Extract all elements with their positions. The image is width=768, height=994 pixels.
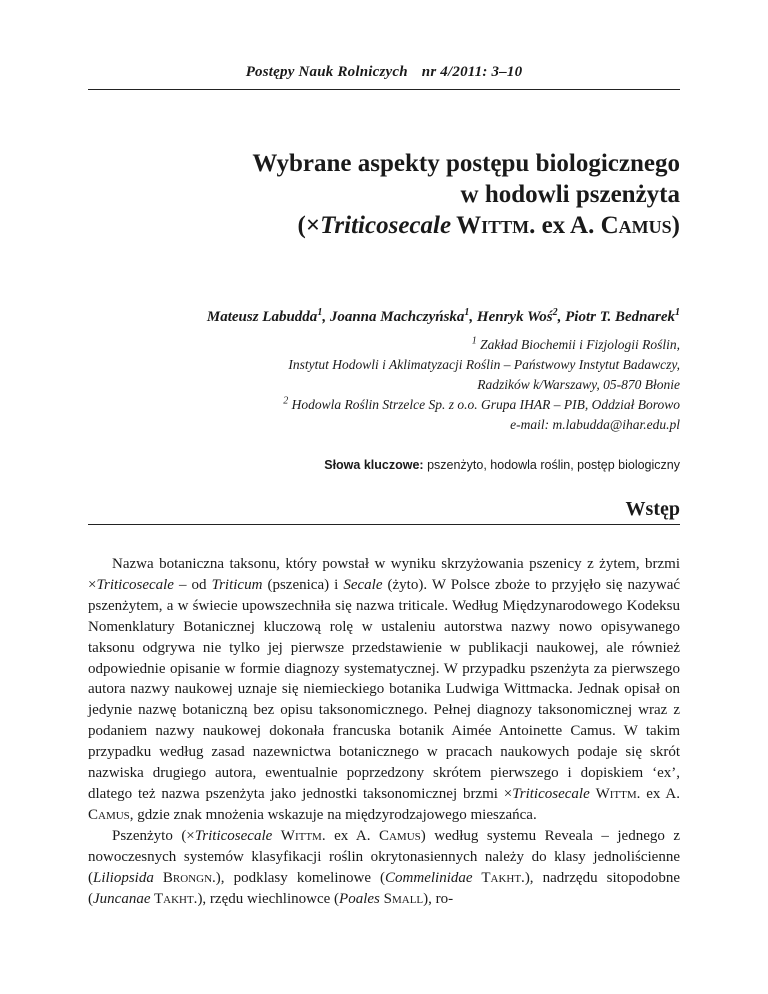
email-line[interactable]: e-mail: m.labudda@ihar.edu.pl (510, 417, 680, 432)
author-affil-mark: 1 (675, 307, 680, 318)
title-line-2: w hodowli pszenżyta (460, 181, 680, 208)
section-rule (88, 524, 680, 525)
text-run: ), rzędu wiechlinowce ( (197, 890, 340, 907)
text-run: , gdzie znak mnożenia wskazuje na międzyrodzajowego mieszańca. (129, 806, 537, 823)
header-rule (88, 89, 680, 90)
text-run: ), nadrzędu sitopodobne ( (88, 869, 680, 907)
title-genus: Triticosecale (320, 212, 452, 239)
text-run (272, 828, 281, 844)
taxon-name: Liliopsida (93, 869, 154, 886)
title-line-1: Wybrane aspekty postępu biologicznego (252, 150, 680, 177)
keywords-value: pszenżyto, hodowla roślin, postęp biologiczny (427, 458, 680, 472)
taxon-name: Triticosecale (96, 576, 174, 593)
text-run: ) według systemu Reveala – jednego z nowoczesnych systemów klasyfikacji roślin okrytonasiennych należy do klasy jednoliścienne ( (88, 827, 681, 886)
author-affil-mark: 2 (552, 307, 558, 318)
paragraph-2 (88, 826, 680, 910)
title-line-3 (88, 210, 680, 241)
author-list: Mateusz Labudda$^1$, Joanna Machczyńska$^1$, Henryk Woś$^2$, Piotr T. Bednarek$^1$ (206, 307, 680, 325)
text-run: (żyto). W Polsce zboże to przyjęło się nazywać pszenżytem, a w świecie upowszechniła się nazwa triticale. Według Międzynarodowego Kodeksu Nomenklatury Botanicznej kluczową rolę w ustaleniu autorstwa nazwy nowo opisywanego taksonu odgrywa nie tylko jej pierwsze przedstawienie w publikacji naukowej, ale również odpowiednie opisanie w formie diagnozy systematycznej. W przypadku pszenżyta za pierwszego autora nazwy naukowej uznaje się niemieckiego botanika Ludwiga Wittmacka. Jednak opisał on jedynie nazwę botaniczną bez opisu taksonomicznego. Pełnej diagnozy taksonomicznej wraz z podaniem nazwy naukowej dokonała francuska botanik Aimée Antoinette Camus. W takim przypadku według zasad nazewnictwa botanicznego w pracach naukowych podaje się skrót nazwiska drugiego autora, ewentualnie poprzedzony skrótem pierwszego i dopiskiem ‘ex’, dlatego też nazwa pszenżyta jako jednostki taksonomicznej brzmi × (88, 576, 681, 802)
affiliation-2 (88, 395, 680, 415)
author-name: Henryk Woś (476, 309, 553, 325)
affiliations (88, 335, 680, 435)
keywords (88, 458, 680, 472)
paragraph-1 (88, 554, 680, 826)
title-part: ) (671, 212, 680, 239)
issue-info: nr 4/2011: 3–10 (421, 64, 523, 80)
author-abbrev: Wittm. (280, 827, 326, 844)
taxon-name: Triticosecale (512, 785, 590, 802)
author-abbrev: Wittm. (595, 785, 641, 802)
text-run: – od (173, 576, 212, 593)
journal-name: Postępy Nauk Rolniczych (245, 64, 408, 80)
text-run: ), podklasy komelinowe ( (215, 869, 386, 886)
body-text (88, 554, 680, 909)
taxon-name: Triticum (211, 576, 263, 593)
affil-mark: 1 (471, 335, 477, 347)
author-abbrev: Takht. (472, 869, 525, 886)
text-run: ), ro- (423, 890, 454, 907)
author-name: Piotr T. Bednarek (565, 309, 675, 325)
author-abbrev: Small (379, 890, 424, 907)
section-heading: Wstęp (625, 498, 680, 520)
taxon-name: Juncanae (93, 890, 151, 907)
affil-text: Zakład Biochemii i Fizjologii Roślin, (480, 337, 680, 352)
affiliation-1-line-1 (88, 335, 680, 355)
title-author-abbrev: Wittm. (456, 212, 536, 239)
title-part: ex A. (535, 212, 601, 239)
author-name: Joanna Machczyńska (329, 309, 465, 325)
affiliation-1-line-2: Instytut Hodowli i Aklimatyzacji Roślin – Państwowy Instytut Badawczy, (288, 357, 680, 372)
article-title (88, 148, 680, 241)
text-run: ex A. (325, 827, 379, 844)
title-part: (× (297, 212, 321, 239)
author-affil-mark: 1 (464, 307, 470, 318)
taxon-name: Triticosecale (194, 827, 273, 844)
text-run: Nazwa botaniczna taksonu, który powstał w wyniku skrzyżowania pszenicy z żytem, brzmi × (88, 556, 680, 593)
text-run: ex A. (640, 785, 681, 802)
taxon-name: Secale (343, 576, 383, 593)
affiliation-1-line-3: Radzików k/Warszawy, 05-870 Błonie (477, 377, 680, 392)
text-run: (pszenica) i (262, 576, 344, 593)
author-affil-mark: 1 (317, 307, 323, 318)
author-abbrev: Takht. (150, 890, 198, 907)
running-header (88, 64, 680, 81)
author-abbrev: Brongn. (153, 869, 216, 886)
keywords-label: Słowa kluczowe: (324, 458, 424, 472)
affil-mark: 2 (283, 395, 289, 407)
author-abbrev: Camus (88, 806, 130, 823)
author-abbrev: Camus (378, 827, 421, 844)
affil-text: Hodowla Roślin Strzelce Sp. z o.o. Grupa IHAR – PIB, Oddział Borowo (291, 397, 680, 412)
author-name: Mateusz Labudda (206, 309, 318, 325)
taxon-name: Commelinidae (385, 869, 473, 886)
taxon-name: Poales (339, 890, 380, 907)
title-author-abbrev: Camus (600, 212, 672, 239)
text-run: Pszenżyto (× (112, 827, 195, 844)
